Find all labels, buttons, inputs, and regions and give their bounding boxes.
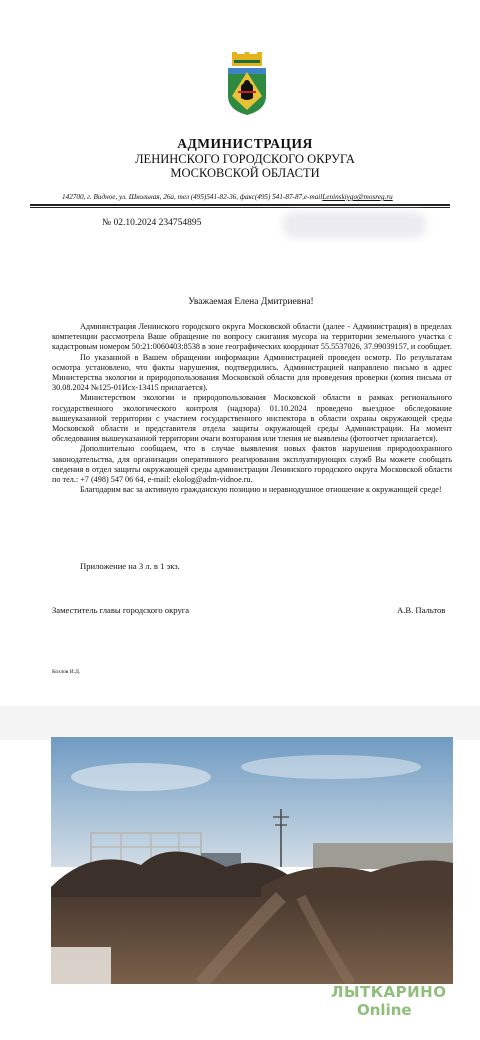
paragraph: Министерством экологии и природопользования Московской области в рамках регионального государственного экологического контроля (надзора) 01.10.2024 проведено выездное обследование вышеуказанной территории с участием государственного инспектора в области охраны окружающей среды Московской области и представителя отдела защиты окружающей среды Администрации. На момент обследования вышеуказанной территории очаги возгорания или тления не выявлены (фотоотчет прилагается). <box>52 393 452 444</box>
paragraph: По указанной в Вашем обращении информации Администрацией проведен осмотр. По результатам осмотра установлено, что факты нарушения, подтвердились. Администрацией направлено письмо в адрес Министерства экологии и природопользования Московской области для проведения проверки (копия письма от 30.08.2024 №125-01Исх-13415 прилагается). <box>52 352 452 393</box>
redacted-area <box>282 212 427 238</box>
header-divider <box>30 204 450 206</box>
coat-of-arms-icon <box>226 52 268 116</box>
paragraph: Администрация Ленинского городского округа Московской области (далее - Администрация) в пределах компетенции рассмотрела Ваше обращение по вопросу сжигания мусора на территории земельного участка с кадастровым номером 50:21:0060403:8538 в зоне географических координат 55.5537026, 37.99039157, и сообщает. <box>52 322 452 352</box>
signatory-role: Заместитель главы городского округа <box>52 605 190 615</box>
org-title: АДМИНИСТРАЦИЯ <box>177 136 313 151</box>
page-separator <box>0 706 480 740</box>
org-subtitle-1: ЛЕНИНСКОГО ГОРОДСКОГО ОКРУГА <box>135 152 355 166</box>
watermark-line-1: ЛЫТКАРИНО <box>331 983 447 1001</box>
org-subtitle-2: МОСКОВСКОЙ ОБЛАСТИ <box>170 166 320 180</box>
site-photo <box>51 737 453 984</box>
salutation: Уважаемая Елена Дмитриевна! <box>188 297 314 307</box>
signatory-name: А.В. Пальтов <box>397 605 446 615</box>
watermark-line-2: Online <box>357 1001 412 1019</box>
address-line <box>62 193 442 201</box>
header-divider-thin <box>30 207 450 208</box>
address-text: 142700, г. Видное, ул. Школьная, 26а, тел (495)541-82-36, факс(495) 541-87-87,e-mail <box>62 193 323 201</box>
reference-number: № 02.10.2024 234754895 <box>102 218 202 228</box>
email-link[interactable]: Leninskiygo@mosreg.ru <box>322 193 393 201</box>
construction-site-photo-icon <box>51 737 453 984</box>
letter-body <box>52 322 452 495</box>
paragraph: Дополнительно сообщаем, что в случае выявления новых фактов нарушения природоохранного законодательства, для организации оперативного реагирования эксплуатирующих служб Вы можете сообщать сведения в отдел защиты окружающей среды администрации Ленинского городского округа Московской области по тел.: +7 (498) 547 06 64, e-mail: ekolog@adm-vidnoe.ru. <box>52 444 452 485</box>
attachment-note: Приложение на 3 л. в 1 экз. <box>80 561 180 571</box>
executor-name: Козлов И.Д. <box>52 669 81 675</box>
paragraph: Благодарим вас за активную гражданскую позицию и неравнодушное отношение к окружающей среде! <box>80 485 442 495</box>
